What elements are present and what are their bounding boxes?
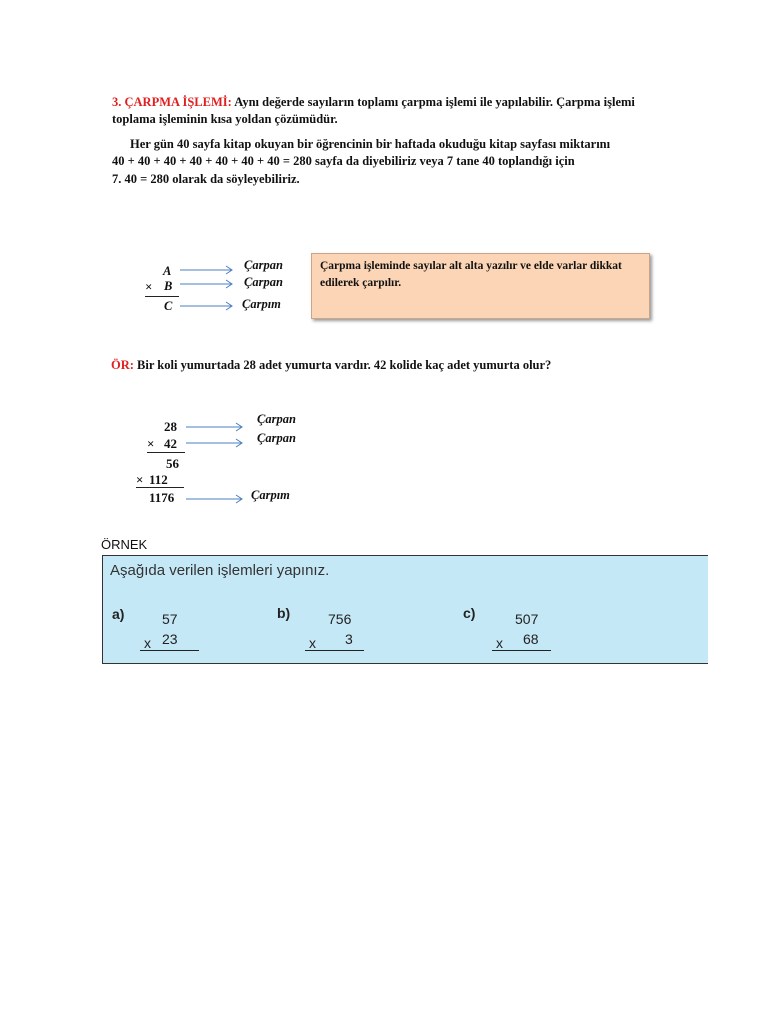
factor-42: 42: [164, 436, 177, 451]
intro-line-1: [112, 95, 635, 110]
exercise-b-top: 756: [328, 611, 352, 627]
arrows-1: [180, 262, 240, 314]
label-carpan-1: Çarpan: [244, 258, 283, 272]
example-question: [111, 358, 551, 373]
factor-b: B: [164, 279, 173, 293]
exercise-c-bottom: 68: [523, 631, 539, 647]
times-sign-3: ×: [136, 472, 144, 487]
product-c: C: [164, 299, 173, 313]
exercise-a-top: 57: [162, 611, 178, 627]
factor-28: 28: [164, 419, 177, 434]
example-question-text: Bir koli yumurtada 28 adet yumurta vardır. 42 kolide kaç adet yumurta olur?: [133, 358, 552, 372]
exercise-b-bottom: 3: [345, 631, 353, 647]
exercise-a-label: a): [112, 606, 125, 622]
label-carpan-3: Çarpan: [257, 412, 296, 426]
factor-a: A: [163, 264, 172, 278]
intro-line-3: Her gün 40 sayfa kitap okuyan bir öğrencinin bir haftada okuduğu kitap sayfası miktarını: [130, 137, 611, 151]
times-sign-1: ×: [145, 280, 153, 294]
sum-line-2a: [147, 452, 185, 453]
note-box: Çarpma işleminde sayılar alt alta yazılır ve elde varlar dikkat edilerek çarpılır.: [311, 253, 650, 319]
exercise-section-label: ÖRNEK: [101, 537, 148, 552]
partial-56: 56: [166, 456, 179, 471]
intro-line-4: 40 + 40 + 40 + 40 + 40 + 40 + 40 = 280 sayfa da diyebiliriz veya 7 tane 40 toplandığı için: [112, 154, 575, 168]
exercise-c-op: x: [496, 635, 503, 651]
intro-line-5: 7. 40 = 280 olarak da söyleyebiliriz.: [112, 172, 300, 186]
exercise-c-top: 507: [515, 611, 539, 627]
label-carpan-2: Çarpan: [244, 275, 283, 289]
label-carpan-4: Çarpan: [257, 431, 296, 445]
intro-line-1-text: Aynı değerde sayıların toplamı çarpma işlemi ile yapılabilir. Çarpma işlemi: [231, 95, 635, 109]
result-1176: 1176: [149, 490, 175, 505]
exercise-box: [102, 555, 708, 664]
section-heading: 3. ÇARPMA İŞLEMİ:: [112, 95, 232, 109]
exercise-b-line: [305, 632, 364, 651]
exercise-a-bottom: 23: [162, 631, 178, 647]
exercise-a-op: x: [144, 635, 151, 651]
label-carpim-2: Çarpım: [251, 488, 290, 502]
intro-line-2: toplama işleminin kısa yoldan çözümüdür.: [112, 112, 338, 126]
sum-line-1: [145, 296, 179, 297]
exercise-c-line: [492, 632, 551, 651]
exercise-b-op: x: [309, 635, 316, 651]
label-carpim: Çarpım: [242, 297, 281, 311]
arrows-2: [186, 419, 246, 509]
exercise-b-label: b): [277, 605, 291, 621]
partial-112: 112: [149, 472, 168, 487]
exercise-title: Aşağıda verilen işlemleri yapınız.: [110, 562, 330, 579]
times-sign-2: ×: [147, 436, 155, 451]
exercise-a-line: [140, 632, 199, 651]
exercise-c-label: c): [463, 605, 476, 621]
example-prefix: ÖR:: [111, 358, 134, 372]
sum-line-2b: [136, 487, 184, 488]
